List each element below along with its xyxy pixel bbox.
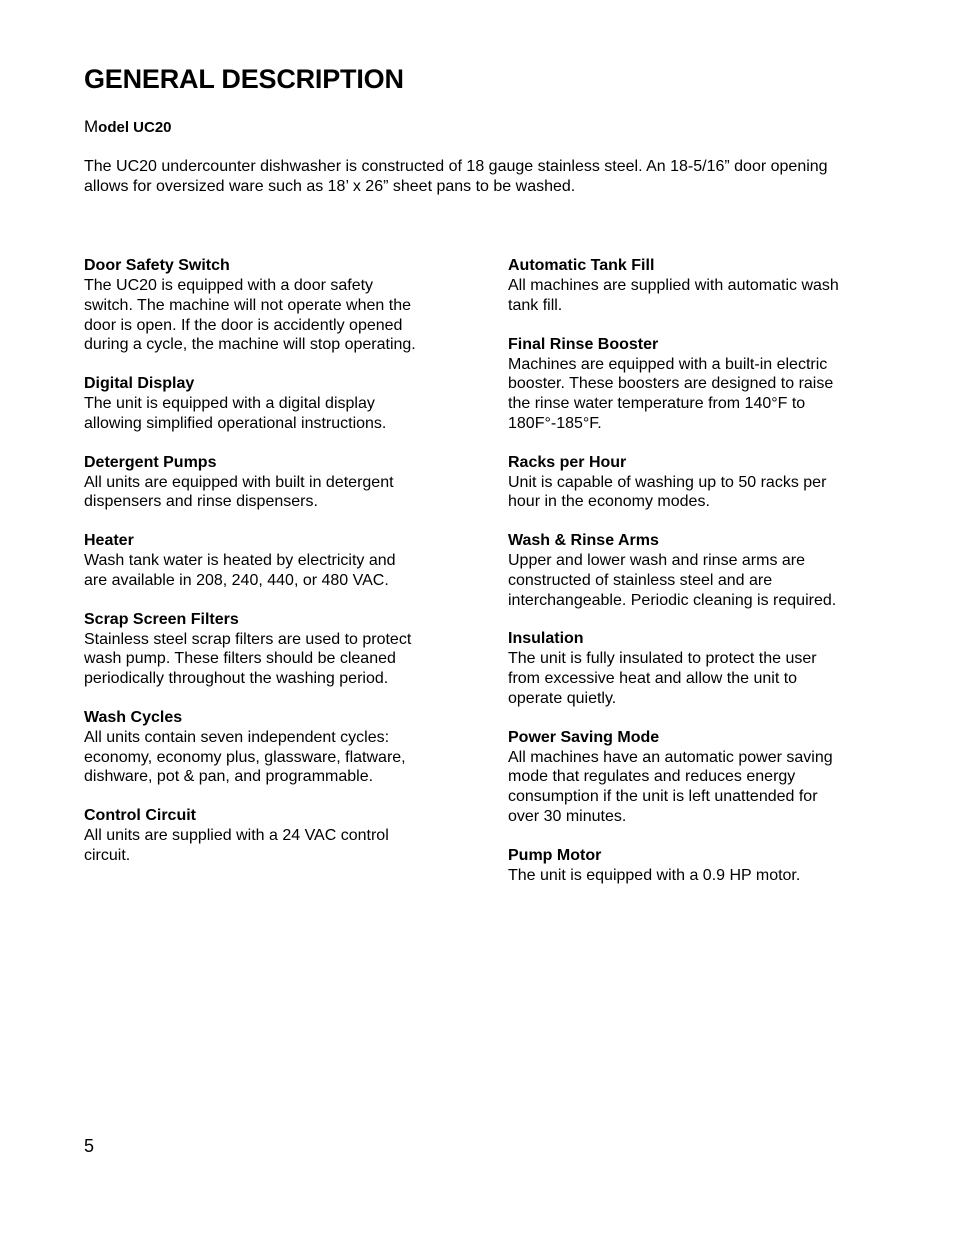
section-body bbox=[508, 866, 878, 886]
body-line: during a cycle, the machine will stop operating. bbox=[84, 336, 416, 354]
body-line: periodically throughout the washing period. bbox=[84, 670, 389, 687]
section-heading: Final Rinse Booster bbox=[508, 335, 659, 353]
section-heading: Digital Display bbox=[84, 375, 195, 392]
body-line: operate quietly. bbox=[508, 689, 617, 707]
body-line: economy, economy plus, glassware, flatware, bbox=[84, 748, 406, 766]
section-automatic-tank-fill bbox=[508, 256, 878, 316]
body-line: allowing simplified operational instructions. bbox=[84, 414, 387, 432]
section-heading: Door Safety Switch bbox=[84, 257, 230, 274]
section-body bbox=[508, 551, 878, 610]
section-body bbox=[508, 355, 878, 434]
section-heading: Wash Cycles bbox=[84, 708, 183, 726]
body-line: hour in the economy modes. bbox=[508, 493, 710, 511]
section-scrap-screen-filters bbox=[84, 610, 454, 689]
body-line: booster. These boosters are designed to raise bbox=[508, 375, 834, 393]
section-body bbox=[508, 748, 878, 827]
page-title: GENERAL DESCRIPTION bbox=[84, 64, 404, 94]
model-first-letter: M bbox=[84, 117, 99, 136]
section-body bbox=[508, 276, 878, 316]
body-line: the rinse water temperature from 140°F to bbox=[508, 395, 806, 412]
body-line: circuit. bbox=[84, 846, 131, 864]
section-heater bbox=[84, 531, 454, 591]
section-body bbox=[84, 826, 454, 866]
body-line: Unit is capable of washing up to 50 racks per bbox=[508, 473, 827, 491]
section-heading: Insulation bbox=[508, 630, 584, 648]
section-body bbox=[84, 473, 454, 513]
section-heading: Scrap Screen Filters bbox=[84, 610, 239, 628]
body-line: The unit is fully insulated to protect the user bbox=[508, 650, 817, 668]
body-line: All machines are supplied with automatic wash bbox=[508, 277, 839, 294]
body-line: switch. The machine will not operate when the bbox=[84, 296, 411, 314]
section-heading: Control Circuit bbox=[84, 807, 196, 824]
section-body bbox=[84, 276, 454, 355]
body-line: Stainless steel scrap filters are used to protect bbox=[84, 630, 412, 648]
body-line: door is open. If the door is accidently opened bbox=[84, 316, 403, 334]
body-line: tank fill. bbox=[508, 296, 563, 314]
body-line: dispensers and rinse dispensers. bbox=[84, 493, 318, 511]
page-number: 5 bbox=[84, 1136, 95, 1156]
section-racks-per-hour bbox=[508, 453, 878, 513]
section-pump-motor bbox=[508, 846, 878, 886]
section-heading: Power Saving Mode bbox=[508, 728, 660, 746]
body-line: interchangeable. Periodic cleaning is required. bbox=[508, 591, 837, 609]
body-line: The UC20 is equipped with a door safety bbox=[84, 277, 374, 294]
body-line: from excessive heat and allow the unit to bbox=[508, 670, 798, 687]
right-column bbox=[508, 256, 878, 904]
body-line: All machines have an automatic power saving bbox=[508, 748, 833, 766]
body-line: mode that regulates and reduces energy bbox=[508, 768, 796, 786]
section-door-safety-switch bbox=[84, 256, 454, 355]
body-line: All units contain seven independent cycles: bbox=[84, 728, 390, 746]
section-heading: Heater bbox=[84, 532, 134, 549]
section-heading: Automatic Tank Fill bbox=[508, 257, 655, 274]
model-name: odel UC20 bbox=[98, 119, 172, 136]
section-wash-rinse-arms bbox=[508, 531, 878, 610]
section-insulation bbox=[508, 629, 878, 708]
section-heading: Pump Motor bbox=[508, 846, 602, 864]
section-body bbox=[84, 394, 454, 434]
section-body bbox=[508, 473, 878, 513]
section-wash-cycles bbox=[84, 708, 454, 787]
body-line: constructed of stainless steel and are bbox=[508, 571, 773, 589]
body-line: over 30 minutes. bbox=[508, 807, 627, 825]
section-final-rinse-booster bbox=[508, 335, 878, 434]
section-heading: Racks per Hour bbox=[508, 453, 627, 471]
section-body bbox=[84, 630, 454, 689]
body-line: consumption if the unit is left unattended for bbox=[508, 788, 818, 805]
body-line: The unit is equipped with a digital display bbox=[84, 395, 375, 412]
section-heading: Wash & Rinse Arms bbox=[508, 532, 659, 549]
body-line: All units are equipped with built in detergent bbox=[84, 473, 394, 491]
section-body bbox=[84, 728, 454, 787]
body-line: Upper and lower wash and rinse arms are bbox=[508, 552, 806, 569]
body-line: Machines are equipped with a built-in electric bbox=[508, 355, 828, 373]
section-control-circuit bbox=[84, 806, 454, 866]
section-body bbox=[508, 649, 878, 708]
section-body bbox=[84, 551, 454, 591]
body-line: 180F°-185°F. bbox=[508, 414, 602, 432]
intro-paragraph: The UC20 undercounter dishwasher is constructed of 18 gauge stainless steel. An 18-5/16” door opening allows for oversized ware such as 18’ x 26” sheet pans to be washed. bbox=[84, 158, 828, 195]
section-power-saving-mode bbox=[508, 728, 878, 827]
body-line: dishware, pot & pan, and programmable. bbox=[84, 768, 374, 786]
section-heading: Detergent Pumps bbox=[84, 453, 217, 471]
model-subtitle bbox=[84, 117, 172, 138]
body-line: wash pump. These filters should be cleaned bbox=[84, 650, 396, 668]
body-line: Wash tank water is heated by electricity and bbox=[84, 552, 396, 569]
left-column bbox=[84, 256, 454, 885]
section-detergent-pumps bbox=[84, 453, 454, 513]
body-line: are available in 208, 240, 440, or 480 VAC. bbox=[84, 571, 389, 589]
section-digital-display bbox=[84, 374, 454, 434]
body-line: All units are supplied with a 24 VAC control bbox=[84, 827, 389, 844]
body-line: The unit is equipped with a 0.9 HP motor. bbox=[508, 866, 801, 884]
